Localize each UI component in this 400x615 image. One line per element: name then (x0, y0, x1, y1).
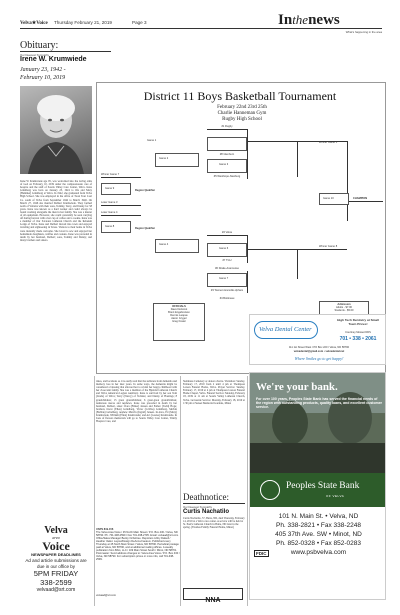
loser-game-4: Loser Game 4 (101, 211, 118, 214)
obituary-heading: Obituary: (20, 40, 59, 51)
deadline-ad-phone: 338-2599 (40, 578, 72, 587)
publisher-box (96, 528, 180, 608)
column-rule (94, 376, 95, 606)
publisher-footer-email[interactable]: velvaad@srt.com (96, 594, 117, 597)
game-9-label: Game 9 (105, 187, 115, 190)
bracket-line (247, 141, 297, 142)
deadline-ad-area: area (52, 535, 60, 540)
game-3-box (207, 159, 247, 173)
death-notice-rule (183, 503, 245, 504)
bank-body: For over 100 years, Peoples State Bank has served the financial needs of the region with outstanding products, quality loans, and excellent customer service. (256, 397, 383, 410)
masthead-line (20, 14, 382, 28)
section-title-the: the (292, 12, 309, 27)
official-name: Greg Foster (172, 320, 186, 323)
bracket-line (101, 215, 141, 216)
portrait-image (20, 86, 92, 174)
bracket-line (207, 129, 247, 130)
section-tagline: What's happening in the area (345, 29, 382, 34)
seed-7: #7 TGU (222, 259, 232, 262)
velva-dental-web[interactable]: velvadental@gmail.com • velvadental.net (293, 350, 345, 353)
bank-name: Peoples State Bank (286, 481, 360, 491)
deadline-ad-email[interactable]: velvaad@srt.com (36, 587, 76, 593)
nna-logo (183, 588, 243, 604)
date-line: Thursday February 21, 2019 (54, 20, 112, 25)
admission-label: Admission (337, 303, 351, 306)
death-notice-name: Curtis Nachatilo (183, 509, 230, 515)
game-6-label: Game 6 (219, 247, 229, 250)
masthead-rule (20, 28, 382, 29)
game-10-label: Game 10 (323, 197, 334, 200)
game-4-box (155, 239, 199, 253)
bank-of: OF VELVA (326, 494, 345, 498)
seed-8: #8 Glenburn (219, 153, 235, 156)
admission-students: Students - $5.00 (334, 309, 354, 312)
nna-label: NNA (205, 597, 221, 604)
winner-game-8: Winner Game 8 (319, 245, 338, 248)
seed-2: #2 Velva (222, 231, 232, 234)
game-6-box (207, 243, 247, 257)
official-name: Aaron Gryger (171, 317, 187, 320)
game-1-label: Game 1 (147, 139, 157, 142)
obituary-heading-rule (20, 51, 111, 52)
bank-address-3: 405 37th Ave. SW • Minot, ND (275, 531, 362, 538)
deadline-ad-voice: Voice (42, 539, 70, 553)
section-title-news: news (308, 12, 340, 28)
bank-address-1: 101 N. Main St. • Velva, ND (278, 513, 359, 520)
section-title-in: In (278, 12, 293, 28)
winner-game-7: Winner Game 7 (101, 173, 120, 176)
bracket-line (247, 271, 248, 293)
velva-dental-doctor: Courtney Mosset DDS (345, 331, 371, 334)
column-rule (247, 376, 248, 606)
obituary-body-col1: Irene W Krumwiede age 95, was welcomed into the loving arms of God on February 10, 2019 under the compassionate care of hospice and the staff of Souris Valley Care Center, Velva. Irene Grindberg was born on January 23, 1924 to Ole and Mary (Hammer) Grindberg at Velva. In 1942, she graduated from Velva High School. She was employed in the office of Trout Tour Coal Co. south of Velva from September 1942 to March 1946. On March 27, 1946 she married Delbert Krumwiede. They farmed north of Voltaire with their sons, Tommy, Terry, and Danny for 58 years. Irene was known as a hard worker and could always be found working alongside the men in her family. She was a master of all equipment. However, she could constantly be seen carrying off during harvest with a hot cup of coffee and a cookie. Irene was a member of Our Saviours Lutheran Church and the Rebekah Lodge of Velva. Irene and Delbert moved into town and enjoyed traveling and sightseeing in Texas. Visitors to their home in Velva were instantly made welcome. She loved to sew and enjoyed her homemade doughnuts, waffles and cookies. Irene was preceded in death by her husband, Delbert; sons, Tommy and Danny; and many brothers and sisters. (20, 180, 92, 242)
tournament-dates: February 22nd 23rd 25th (217, 105, 267, 110)
game-2-label: Game 2 (159, 157, 169, 160)
game-8-label: Game 8 (105, 225, 115, 228)
bracket-line (349, 201, 383, 202)
bank-ad (249, 372, 386, 600)
obituary-body-col2: dates, and locations so it is easily read that the sufferers from dementia and memory loss in her later years. In some ways, the dementia might be considered a blessing that allowed her to revisit her happy childhood with her close knit family. She was a member of the Hjertdal Lutheran Church and Velva American Legion Auxiliary. Irene is survived by her son Tom (Linda) of Velva; Terry (Nancy) of Voltaire; and Danny of Hastings; 8 grandchildren; 15 great grandchildren; 6 great-great grandchildren; numerous nieces and nephews. Irene was preceded in death by her husband, Delbert, sister Clara (Elmer) Jensen and Esther (Todd) Hoge; brothers Oscar (Ellen) Grindberg, Victor (LaVina) Grindberg, Melvin (Bobbie) Grindberg, nephew Marvin (Ingrid) Jensen. In-laws, Ed (Mary) Krumwiede, William (Ellen) Krumwiede; and Art (Louise) Krumwiede. In Lieu of flowers memorials will go to Souris Valley Care Center, Trinity Hospice Care, and (96, 380, 177, 424)
bank-photo (250, 373, 386, 473)
bracket-line (247, 153, 248, 179)
bank-fdic: FDIC (256, 551, 267, 556)
velva-dental-phone: 701 • 338 • 2061 (339, 336, 377, 342)
bracket-line (297, 249, 347, 250)
deadline-ad-body: Ad and article submissions are due in our office by (25, 558, 87, 569)
section-title (278, 12, 340, 29)
bank-web[interactable]: www.psbvelva.com (290, 549, 347, 556)
obituary-dates-2: February 10, 2019 (20, 75, 66, 81)
tournament-venue-1: Charlie Hanneman Gym (217, 111, 267, 116)
death-notice-body: Curtis Nachatilo, 57, Butte, ND, died Thursday, February 14, 2019 at a Velva care center. A service will be held at St. Paul's Lutheran Church in Butte, ND later in the spring. (Thomas Family Funeral Home, Minot) (183, 517, 245, 530)
paper-title: Velva★Voice (20, 21, 48, 26)
winner-game-5: Winner Game 5 (319, 141, 338, 144)
bank-logo-icon (260, 480, 280, 500)
bank-address-4: Ph. 852-0328 • Fax 852-0283 (275, 540, 362, 547)
official-name: Dave DeGroot (170, 308, 188, 311)
officials-label: OFFICIALS (172, 305, 186, 308)
bracket-line (297, 249, 298, 279)
deadline-ad (20, 526, 92, 606)
game-5-box (207, 137, 247, 151)
masthead (20, 14, 382, 34)
death-notice-sympathy: Our Deepest Sympathy (183, 504, 213, 509)
tournament-title: District 11 Boys Basketball Tournament (143, 89, 337, 103)
game-3-label: Game 3 (219, 163, 229, 166)
seed-3: #3 Towner-Granville-Upham (210, 289, 244, 292)
game-4-label: Game 4 (159, 243, 169, 246)
game-2-box (155, 153, 199, 167)
admission-adults: Adults - $7.00 (335, 306, 352, 309)
champion-label: CHAMPION (353, 197, 368, 200)
official-name: Dennis Laqoue (170, 314, 188, 317)
tournament-venue-2: Rugby High School (222, 117, 262, 122)
page-label: Page 3 (132, 20, 147, 25)
region-qualifier-2: Region Qualifier (135, 227, 156, 230)
velva-dental-logo (254, 321, 318, 339)
bracket-line (207, 235, 247, 236)
bracket-line (347, 141, 348, 221)
bank-name-banner (250, 473, 386, 507)
velva-dental-slogan: Where Smiles go to get happy! (294, 356, 344, 361)
game-7-label: Game 7 (219, 277, 229, 280)
obituary-sympathy: Our Deepest Sympathy (20, 52, 50, 57)
seed-5: #5 Westhope-Newburg (213, 175, 241, 178)
seed-1: #1 Rugby (221, 125, 233, 128)
region-qualifier-1: Region Qualifier (135, 189, 156, 192)
velva-dental-ad (249, 314, 386, 365)
death-notice-heading: Deathnotice: (183, 492, 229, 502)
obituary-name: Irene W. Krumwiede (20, 56, 87, 63)
publisher-usps: USPS 819-156 (96, 528, 114, 531)
deadline-ad-time: 5PM FRIDAY (33, 569, 79, 578)
publisher-lines: The Velva Area Voice / 45 North Main Street / P.O. Box 430 / Velva, ND 58790. Ph. 701-338-2599 / Fax 701-338-2705. Email: velvaad@srt.com. Office/Sales Manager Becky Ocheltree. Reporters Libby Dalsell / Heather Vader. Layout/Design DeAnna Fauteux. Published every Thursday at 45 North Main Street / Velva, ND 58790. Periodical postage paid at Velva, ND 58790, and at additional mailing offices. A weekly publication from BAG, LLC / 109 Main Street South / Minot, ND 58701. Postmaster: Send address changes to: Velva Area Voice / P.O. Box 430 / Velva, ND 58790. For subscription prices or more info, call 701-338-2599. (96, 531, 180, 561)
deadline-ad-deadlines: NEWSPAPER DEADLINES (31, 552, 81, 557)
deadline-ad-top: Velva (44, 526, 68, 536)
seed-6: #6 Drake-Anamoose (215, 267, 239, 270)
obituary-photo (20, 86, 92, 174)
obituary-dates-1: January 23, 1942 - (20, 67, 66, 73)
bank-address-2: Ph. 338-2821 • Fax 338-2248 (275, 522, 362, 529)
bracket-line (297, 141, 298, 177)
bank-headline: We're your bank. (256, 381, 338, 393)
bracket-line (297, 141, 347, 142)
game-7-box (207, 273, 247, 287)
velva-dental-address: 111 1st Street West / PO Box 220 / Velva, ND 58790 (288, 346, 350, 349)
bracket-line (101, 205, 141, 206)
official-name: Brent Engebretson (168, 311, 190, 314)
velva-dental-name: Velva Dental Center (259, 326, 312, 333)
loser-game-3: Loser Game 3 (101, 201, 118, 204)
officials-box (153, 303, 205, 341)
seed-4: #4 Bottineau (219, 297, 235, 300)
bracket-line (247, 249, 297, 250)
bracket-line (101, 177, 141, 178)
velva-dental-tagline: High Tech Dentistry at Small Town Prices! (337, 318, 379, 326)
column-rule (180, 376, 181, 606)
obituary-body-col3: Steinhaus Cemetery or donors choice. Visitation: Sunday, February 17, 2019 from 2 until 4 pm at Thompson Larson Funeral Home, Velva. Prayer Service: Sunday, February 17, 2019 at 4 pm at Thompson Larson Funeral Home Chapel, Velva. Funeral Service: Monday, February 18, 2019 at 11 am at Souris Valley Lutheran Church, Velva. Graveside Service: Monday, February 18, 2019 at 1:30 pm at Sunset Memorial Gardens, Minot (183, 380, 245, 405)
